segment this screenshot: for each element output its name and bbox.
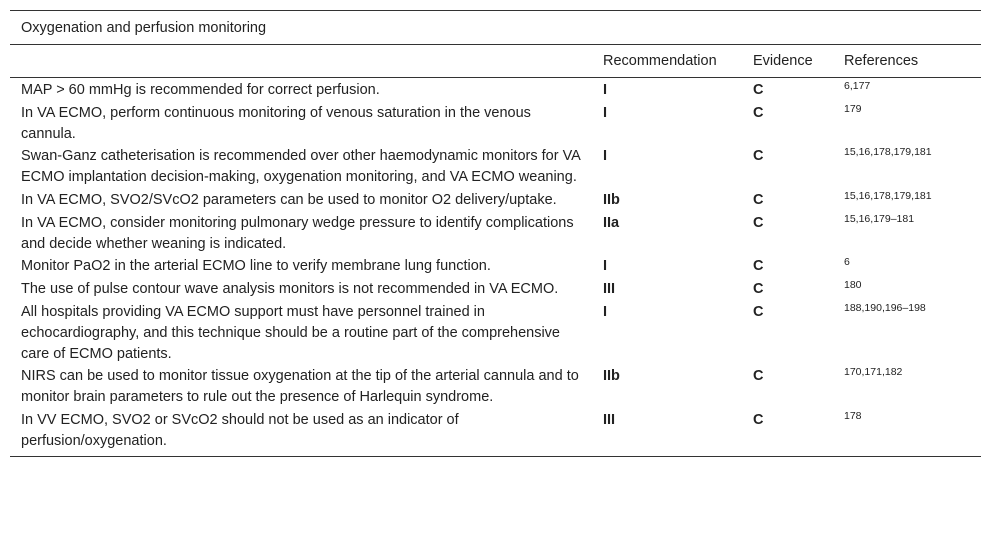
row-statement: All hospitals providing VA ECMO support must have personnel trained in echocardiography, and this technique should be a routine part of the comprehensive care of ECMO patients. xyxy=(21,303,560,362)
row-references: 6,177 xyxy=(844,80,871,92)
row-statement: In VA ECMO, SVO2/SVcO2 parameters can be used to monitor O2 delivery/uptake. xyxy=(21,191,557,208)
row-recommendation: III xyxy=(603,281,616,298)
row-statement: In VV ECMO, SVO2 or SVcO2 should not be used as an indicator of perfusion/oxygenation. xyxy=(10,408,592,456)
header-evidence: Evidence xyxy=(742,45,833,78)
table-row xyxy=(10,188,981,211)
recommendations-table xyxy=(10,10,981,457)
table-row xyxy=(10,211,981,255)
row-references: 179 xyxy=(844,102,862,115)
row-references: 15,16,178,179,181 xyxy=(844,146,932,159)
table-title: Oxygenation and perfusion monitoring xyxy=(10,11,981,45)
table-title-row xyxy=(10,11,981,45)
row-references: 178 xyxy=(833,408,981,456)
row-recommendation: I xyxy=(603,303,608,320)
header-recommendation: Recommendation xyxy=(592,45,742,78)
row-evidence: C xyxy=(753,281,764,298)
row-recommendation: I xyxy=(603,258,608,275)
row-evidence: C xyxy=(753,148,764,165)
row-evidence: C xyxy=(753,82,764,98)
table-row xyxy=(10,300,981,364)
row-evidence: C xyxy=(742,408,833,456)
table-header-row xyxy=(10,45,981,78)
row-evidence: C xyxy=(753,368,764,385)
table-body xyxy=(10,78,981,457)
row-statement: In VA ECMO, perform continuous monitoring of venous saturation in the venous cannula. xyxy=(21,104,531,142)
recommendations-table-container xyxy=(10,10,981,457)
row-recommendation: IIa xyxy=(603,214,620,231)
row-evidence: C xyxy=(753,258,764,275)
table-row xyxy=(10,408,981,456)
row-evidence: C xyxy=(753,303,764,320)
header-references: References xyxy=(833,45,981,78)
row-statement: MAP > 60 mmHg is recommended for correct perfusion. xyxy=(21,82,380,98)
row-recommendation: III xyxy=(592,408,742,456)
row-references: 15,16,179–181 xyxy=(844,212,915,225)
row-statement: In VA ECMO, consider monitoring pulmonary wedge pressure to identify complications and decide whether weaning is indicated. xyxy=(21,214,574,252)
table-row xyxy=(10,254,981,277)
row-recommendation: IIb xyxy=(603,191,620,208)
row-evidence: C xyxy=(753,104,764,121)
header-statement xyxy=(10,45,592,78)
row-references: 6 xyxy=(844,256,850,269)
row-references: 188,190,196–198 xyxy=(844,301,926,314)
row-recommendation: IIb xyxy=(603,368,620,385)
table-row xyxy=(10,78,981,101)
row-recommendation: I xyxy=(603,148,608,165)
row-evidence: C xyxy=(753,191,764,208)
row-statement: Monitor PaO2 in the arterial ECMO line to verify membrane lung function. xyxy=(21,258,491,275)
row-recommendation: I xyxy=(603,82,608,98)
row-references: 15,16,178,179,181 xyxy=(844,189,932,202)
row-statement: NIRS can be used to monitor tissue oxygenation at the tip of the arterial cannula and to monitor brain parameters to rule out the presence of Harlequin syndrome. xyxy=(21,368,579,406)
table-row xyxy=(10,364,981,408)
row-references: 180 xyxy=(844,279,862,292)
row-statement: The use of pulse contour wave analysis monitors is not recommended in VA ECMO. xyxy=(21,281,559,298)
row-references: 170,171,182 xyxy=(844,366,903,379)
table-row xyxy=(10,277,981,300)
table-row xyxy=(10,144,981,188)
row-evidence: C xyxy=(753,214,764,231)
row-recommendation: I xyxy=(603,104,608,121)
table-row xyxy=(10,101,981,145)
row-statement: Swan-Ganz catheterisation is recommended over other haemodynamic monitors for VA ECMO implantation decision-making, oxygenation monitoring, and VA ECMO weaning. xyxy=(21,148,581,186)
